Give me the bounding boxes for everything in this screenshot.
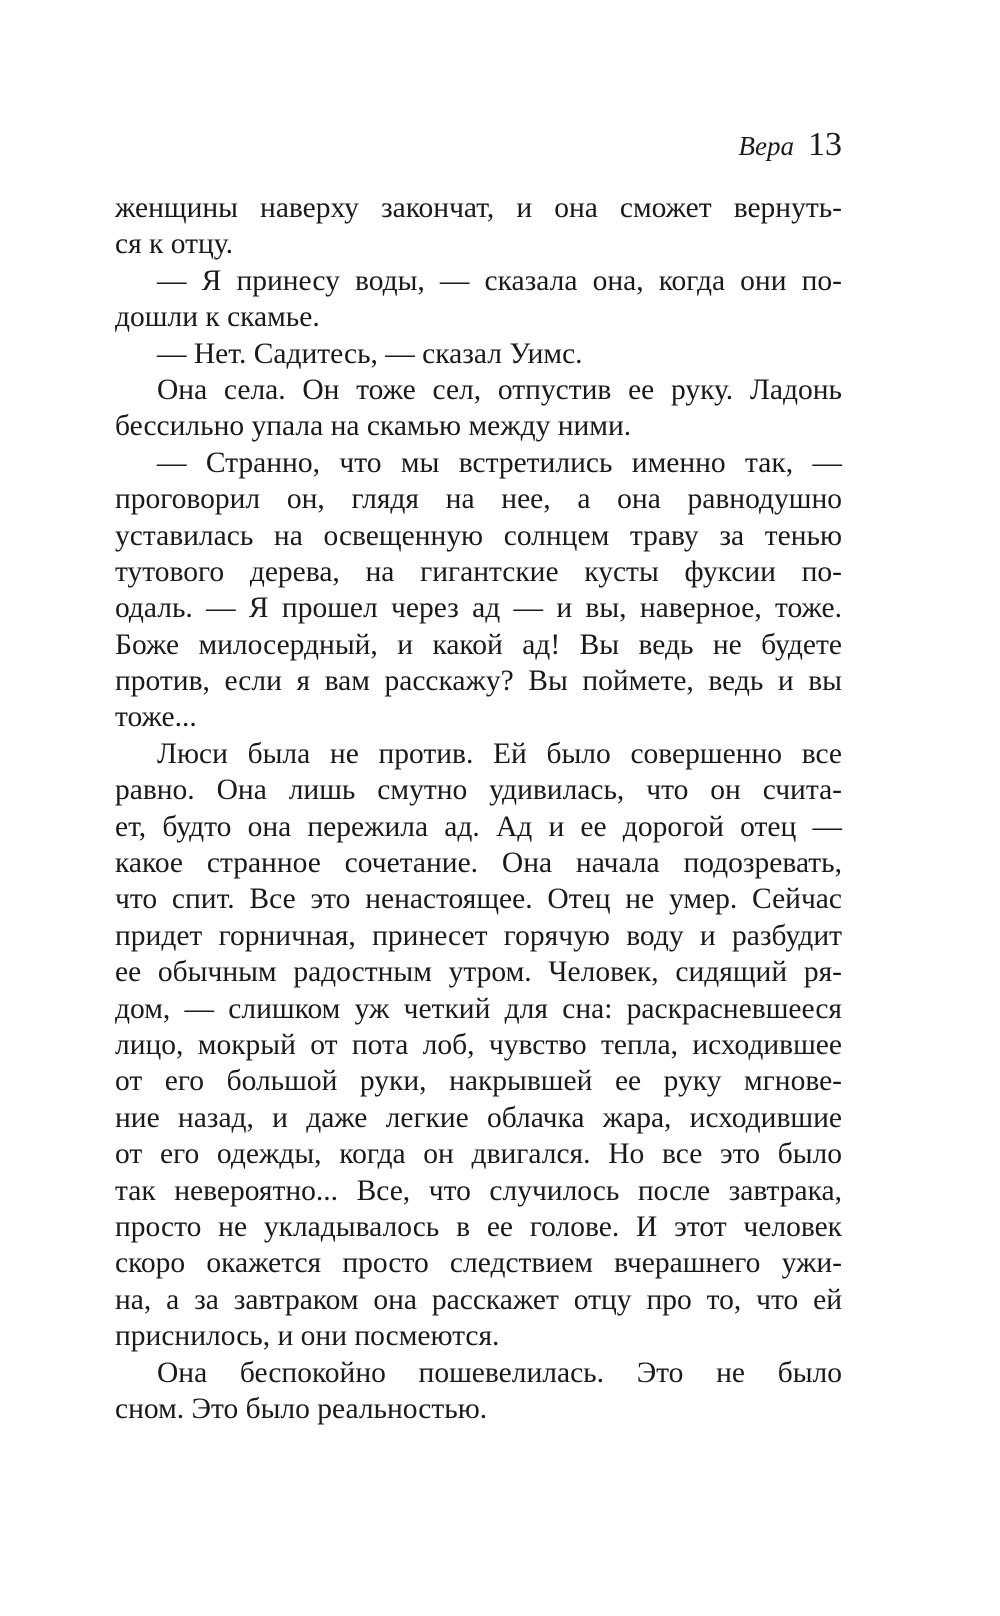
text-line: дошли к скамье. xyxy=(115,301,320,334)
text-line: лицо, мокрый от пота лоб, чувство тепла, исходившее xyxy=(115,1028,842,1061)
text-line: что спит. Все это ненастоящее. Отец не умер. Сейчас xyxy=(115,883,842,916)
text-line: ние назад, и даже легкие облачка жара, исходившие xyxy=(115,1101,842,1134)
running-title: Вера xyxy=(738,131,794,161)
text-line: уставилась на освещенную солнцем траву за тенью xyxy=(115,519,842,552)
text-line: Боже милосердный, и какой ад! Вы ведь не будете xyxy=(115,628,842,661)
text-line: придет горничная, принесет горячую воду и разбудит xyxy=(115,919,842,952)
page-number: 13 xyxy=(808,126,842,163)
text-line: — Я принесу воды, — сказала она, когда они по- xyxy=(157,264,842,297)
text-line: ее обычным радостным утром. Человек, сидящий ря- xyxy=(115,956,842,989)
text-line: просто не укладывалось в ее голове. И этот человек xyxy=(115,1210,842,1243)
text-line: от его одежды, когда он двигался. Но все это было xyxy=(115,1138,842,1171)
text-line: бессильно упала на скамью между ними. xyxy=(115,410,632,443)
text-line: — Нет. Садитесь, — сказал Уимс. xyxy=(157,337,583,370)
text-line: равно. Она лишь смутно удивилась, что он счита- xyxy=(115,774,842,807)
text-line: ет, будто она пережила ад. Ад и ее дорогой отец — xyxy=(115,810,842,843)
text-line: против, если я вам расскажу? Вы поймете, ведь и вы xyxy=(115,665,842,698)
text-line: одаль. — Я прошел через ад — и вы, наверное, тоже. xyxy=(115,592,842,625)
text-line: тутового дерева, на гигантские кусты фуксии по- xyxy=(115,555,842,588)
text-line: дом, — слишком уж четкий для сна: раскрасневшееся xyxy=(115,992,842,1025)
text-line: проговорил он, глядя на нее, а она равнодушно xyxy=(115,483,842,516)
text-line: Она села. Он тоже сел, отпустив ее руку. Ладонь xyxy=(157,373,842,406)
text-line: — Странно, что мы встретились именно так, — xyxy=(157,446,842,479)
text-line: ся к отцу. xyxy=(115,228,233,261)
text-line: женщины наверху закончат, и она сможет вернуть- xyxy=(115,192,842,224)
text-line: Она беспокойно пошевелилась. Это не было xyxy=(157,1356,842,1389)
text-line: так невероятно... Все, что случилось после завтрака, xyxy=(115,1174,842,1207)
text-line: приснилось, и они посмеются. xyxy=(115,1320,500,1353)
text-line: на, а за завтраком она расскажет отцу про то, что ей xyxy=(115,1283,842,1316)
text-line: Люси была не против. Ей было совершенно все xyxy=(157,737,842,770)
text-line: от его большой руки, накрывшей ее руку мгнове- xyxy=(115,1065,842,1098)
body-text xyxy=(115,190,842,1427)
text-line: тоже... xyxy=(115,701,197,734)
text-line: сном. Это было реальностью. xyxy=(115,1392,488,1425)
text-line: скоро окажется просто следствием вчерашнего ужи- xyxy=(115,1247,842,1280)
page-header xyxy=(739,126,842,164)
text-line: какое странное сочетание. Она начала подозревать, xyxy=(115,847,842,880)
